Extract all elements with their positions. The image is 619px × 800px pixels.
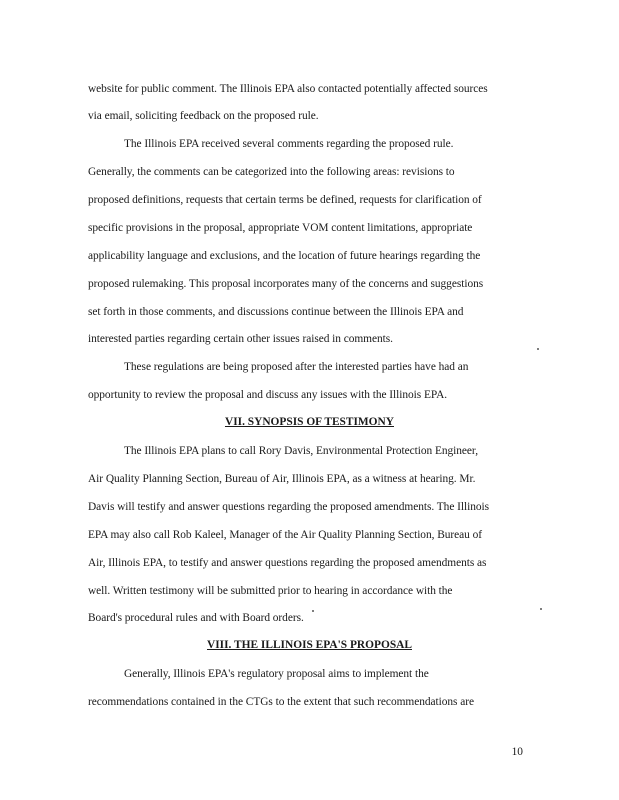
paragraph-first-line: Generally, Illinois EPA's regulatory proposal aims to implement the (124, 668, 429, 680)
body-text-line: Generally, the comments can be categorized into the following areas: revisions to (88, 166, 455, 178)
paragraph-first-line: The Illinois EPA plans to call Rory Davis, Environmental Protection Engineer, (124, 445, 479, 457)
scan-speck (312, 610, 314, 612)
body-text-line: interested parties regarding certain other issues raised in comments. (88, 333, 393, 345)
body-text-line: opportunity to review the proposal and discuss any issues with the Illinois EPA. (88, 389, 448, 401)
body-text-line: applicability language and exclusions, and the location of future hearings regarding the (88, 250, 481, 262)
body-text-line: well. Written testimony will be submitted prior to hearing in accordance with the (88, 585, 453, 597)
body-text-line: recommendations contained in the CTGs to the extent that such recommendations are (88, 696, 474, 708)
section-heading-viii: VIII. THE ILLINOIS EPA'S PROPOSAL (207, 639, 412, 651)
body-text-line: Air Quality Planning Section, Bureau of Air, Illinois EPA, as a witness at hearing. Mr. (88, 473, 476, 485)
scan-speck (537, 348, 539, 350)
body-text-line: website for public comment. The Illinois EPA also contacted potentially affected sources (88, 83, 488, 95)
body-text-line: Air, Illinois EPA, to testify and answer questions regarding the proposed amendments as (88, 557, 487, 569)
paragraph-first-line: The Illinois EPA received several comments regarding the proposed rule. (124, 138, 454, 150)
body-text-line: via email, soliciting feedback on the proposed rule. (88, 110, 319, 122)
body-text-line: proposed rulemaking. This proposal incorporates many of the concerns and suggestions (88, 278, 484, 290)
body-text-line: Board's procedural rules and with Board orders. (88, 612, 304, 624)
body-text-line: specific provisions in the proposal, appropriate VOM content limitations, appropriate (88, 222, 473, 234)
scan-speck (540, 608, 542, 610)
body-text-line: EPA may also call Rob Kaleel, Manager of the Air Quality Planning Section, Bureau of (88, 529, 482, 541)
page-number: 10 (511, 746, 523, 758)
body-text-line: Davis will testify and answer questions regarding the proposed amendments. The Illinois (88, 501, 489, 513)
paragraph-first-line: These regulations are being proposed after the interested parties have had an (124, 361, 469, 373)
section-heading-vii: VII. SYNOPSIS OF TESTIMONY (224, 416, 394, 428)
body-text-line: set forth in those comments, and discussions continue between the Illinois EPA and (88, 306, 464, 318)
body-text-line: proposed definitions, requests that certain terms be defined, requests for clarification of (88, 194, 482, 206)
